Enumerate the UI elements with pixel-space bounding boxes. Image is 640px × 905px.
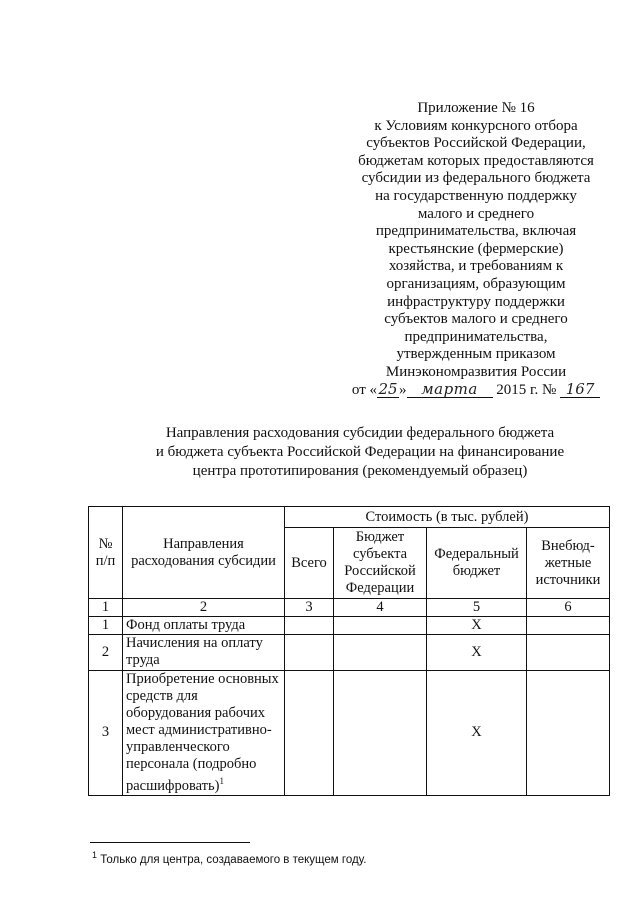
footnote-mark: 1 — [92, 850, 98, 860]
row-direction: Фонд оплаты труда — [123, 617, 285, 635]
row-num: 1 — [89, 617, 123, 635]
title-line: центра прототипирования (рекомендуемый образец) — [192, 463, 528, 479]
footnote — [92, 850, 366, 866]
appendix-line: на государственную поддержку — [375, 187, 577, 204]
col-number: 6 — [527, 599, 610, 617]
row-direction — [123, 671, 285, 796]
appendix-line: хозяйства, и требованиям к — [388, 258, 564, 275]
header-regional-budget: Бюджет субъекта Российской Федерации — [334, 528, 427, 599]
appendix-line: малого и среднего — [417, 205, 535, 222]
header-offbudget: Внебюд-жетные источники — [527, 528, 610, 599]
order-day-handwritten: 25 — [378, 379, 398, 398]
row-federal: Х — [427, 671, 527, 796]
row-regional — [334, 671, 427, 796]
header-num: № п/п — [89, 507, 123, 599]
appendix-line: Приложение № 16 — [417, 100, 535, 116]
row-total — [285, 617, 334, 635]
document-title — [80, 424, 640, 481]
appendix-line: к Условиям конкурсного отбора — [374, 117, 578, 134]
row-regional — [334, 635, 427, 671]
col-number: 5 — [427, 599, 527, 617]
row-direction-text: Приобретение основных средств для оборудования рабочих мест административно-управленческого персонала (подробно расшифровать) — [126, 671, 279, 794]
row-num: 3 — [89, 671, 123, 796]
header-total: Всего — [285, 528, 334, 599]
row-federal: Х — [427, 617, 527, 635]
appendix-line: предпринимательства, включая — [375, 223, 577, 240]
title-line: Направления расходования субсидии федерального бюджета — [165, 425, 555, 441]
order-quote: » — [399, 381, 407, 398]
header-federal-budget: Федеральный бюджет — [427, 528, 527, 599]
order-date-line — [330, 379, 622, 400]
footnote-ref: 1 — [219, 776, 224, 786]
footnote-text: Только для центра, создаваемого в текущем году. — [97, 853, 367, 866]
col-number: 3 — [285, 599, 334, 617]
table-row — [89, 671, 610, 796]
appendix-line: субъектов Российской Федерации, — [366, 135, 586, 152]
order-number-handwritten: 167 — [560, 382, 600, 398]
title-line: и бюджета субъекта Российской Федерации на финансирование — [155, 444, 565, 460]
appendix-line: бюджетам которых предоставляются — [358, 152, 594, 169]
col-number: 4 — [334, 599, 427, 617]
expense-table — [88, 506, 610, 796]
row-direction: Начисления на оплату труда — [123, 635, 285, 671]
appendix-line: утвержденным приказом — [396, 346, 556, 363]
appendix-line: субсидии из федерального бюджета — [361, 170, 591, 187]
row-offbudget — [527, 635, 610, 671]
table-row — [89, 635, 610, 671]
row-offbudget — [527, 671, 610, 796]
col-number: 2 — [123, 599, 285, 617]
order-prefix: от « — [351, 381, 378, 398]
row-regional — [334, 617, 427, 635]
appendix-line: крестьянские (фермерские) — [388, 240, 564, 257]
order-year: 2015 г. № — [492, 381, 561, 398]
row-federal: Х — [427, 635, 527, 671]
appendix-line: Минэкономразвития России — [385, 363, 567, 380]
row-total — [285, 635, 334, 671]
appendix-line: предпринимательства, — [404, 328, 548, 345]
column-numbers-row — [89, 599, 610, 617]
table-row — [89, 617, 610, 635]
appendix-line: инфраструктуру поддержки — [387, 293, 565, 310]
header-cost-group: Стоимость (в тыс. рублей) — [285, 507, 610, 528]
footnote-divider — [90, 842, 250, 843]
appendix-line: субъектов малого и среднего — [384, 311, 568, 328]
order-month-handwritten: марта — [407, 382, 493, 398]
header-direction: Направления расходования субсидии — [123, 507, 285, 599]
appendix-block — [330, 100, 622, 399]
appendix-line: организациям, образующим — [386, 275, 566, 292]
row-total — [285, 671, 334, 796]
row-num: 2 — [89, 635, 123, 671]
row-offbudget — [527, 617, 610, 635]
col-number: 1 — [89, 599, 123, 617]
